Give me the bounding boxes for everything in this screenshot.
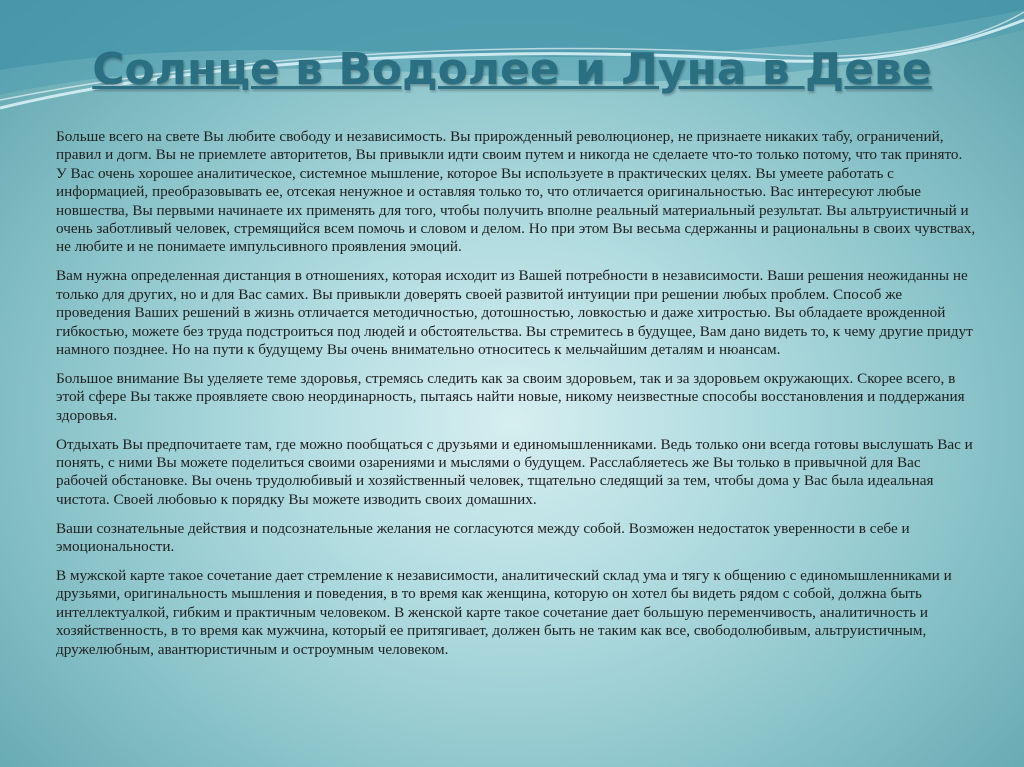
- page-title: Солнце в Водолее и Луна в Деве: [92, 44, 932, 95]
- bullet-circle-icon: ◦: [38, 130, 43, 144]
- paragraph-desires: Ваши сознательные действия и подсознательные желания не согласуются между собой. Возможен недостаток уверенности в себе и эмоциональности.: [56, 519, 910, 556]
- paragraph-health: Большое внимание Вы уделяете теме здоровья, стремясь следить как за своим здоровьем, так и за здоровьем окружающих. Скорее всего, в этой сфере Вы также проявляете свою неординарность, пытаясь найти новые, никому неизвестные способы восстановления и поддержания здоровья.: [56, 369, 965, 424]
- paragraph-chart: В мужской карте такое сочетание дает стремление к независимости, аналитический склад ума и тягу к общению с единомышленниками и друзьями, оригинальность мышления и поведения, в то время как женщина, которую он хотел бы видеть рядом с собой, должна быть интеллектуалкой, гибким и практичным человеком. В женской карте такое сочетание дает большую переменчивость, аналитичность и хозяйственность, в то время как мужчина, который ее притягивает, должен быть не таким как все, свободолюбивым, альтруистичным, дружелюбным, авантюристичным и остроумным человеком.: [56, 567, 952, 658]
- paragraph-relationships: Вам нужна определенная дистанция в отношениях, которая исходит из Вашей потребности в независимости. Ваши решения неожиданны не только для других, но и для Вас самих. Вы привыкли доверять своей развитой интуиции при решении любых проблем. Способ же проведения Ваших решений в жизнь отличается методичностью, дотошностью, ловкостью и даже хитростью. Вы обладаете врожденной гибкостью, можете без труда подстроиться под людей и обстоятельства. Вы стремитесь в будущее, Вам дано видеть то, к чему другие придут намного позднее. Но на пути к будущему Вы очень внимательно относитесь к мельчайшим деталям и нюансам.: [56, 267, 973, 358]
- paragraph-rest: Отдыхать Вы предпочитаете там, где можно пообщаться с друзьями и единомышленниками. Ведь только они всегда готовы выслушать Вас и понять, с ними Вы можете поделиться своими озарениями и мыслями о будущем. Расслабляетесь же Вы только в привычной для Вас рабочей обстановке. Вы очень трудолюбивый и хозяйственный человек, тщательно следящий за тем, чтобы дома у Вас была идеальная чистота. Своей любовью к порядку Вы можете изводить своих домашних.: [56, 435, 973, 508]
- content-body: [56, 128, 976, 670]
- paragraph-freedom: Больше всего на свете Вы любите свободу и независимость. Вы прирожденный революционер, не признаете никаких табу, ограничений, правил и догм. Вы не приемлете авторитетов, Вы привыкли идти своим путем и никогда не сделаете что-то только потому, что так принято. У Вас очень хорошее аналитическое, системное мышление, которое Вы используете в практических целях. Вы умеете работать с информацией, преобразовывать ее, отсекая ненужное и оставляя только то, что отличается оригинальностью. Вас интересуют любые новшества, Вы первыми начинаете их применять для того, чтобы получить вполне реальный материальный результат. Вы альтруистичный и очень заботливый человек, стремящийся всем помочь и словом и делом. Но при этом Вы весьма сдержанны и рациональны в своих чувствах, не любите и не понимаете импульсивного проявления эмоций.: [56, 128, 976, 256]
